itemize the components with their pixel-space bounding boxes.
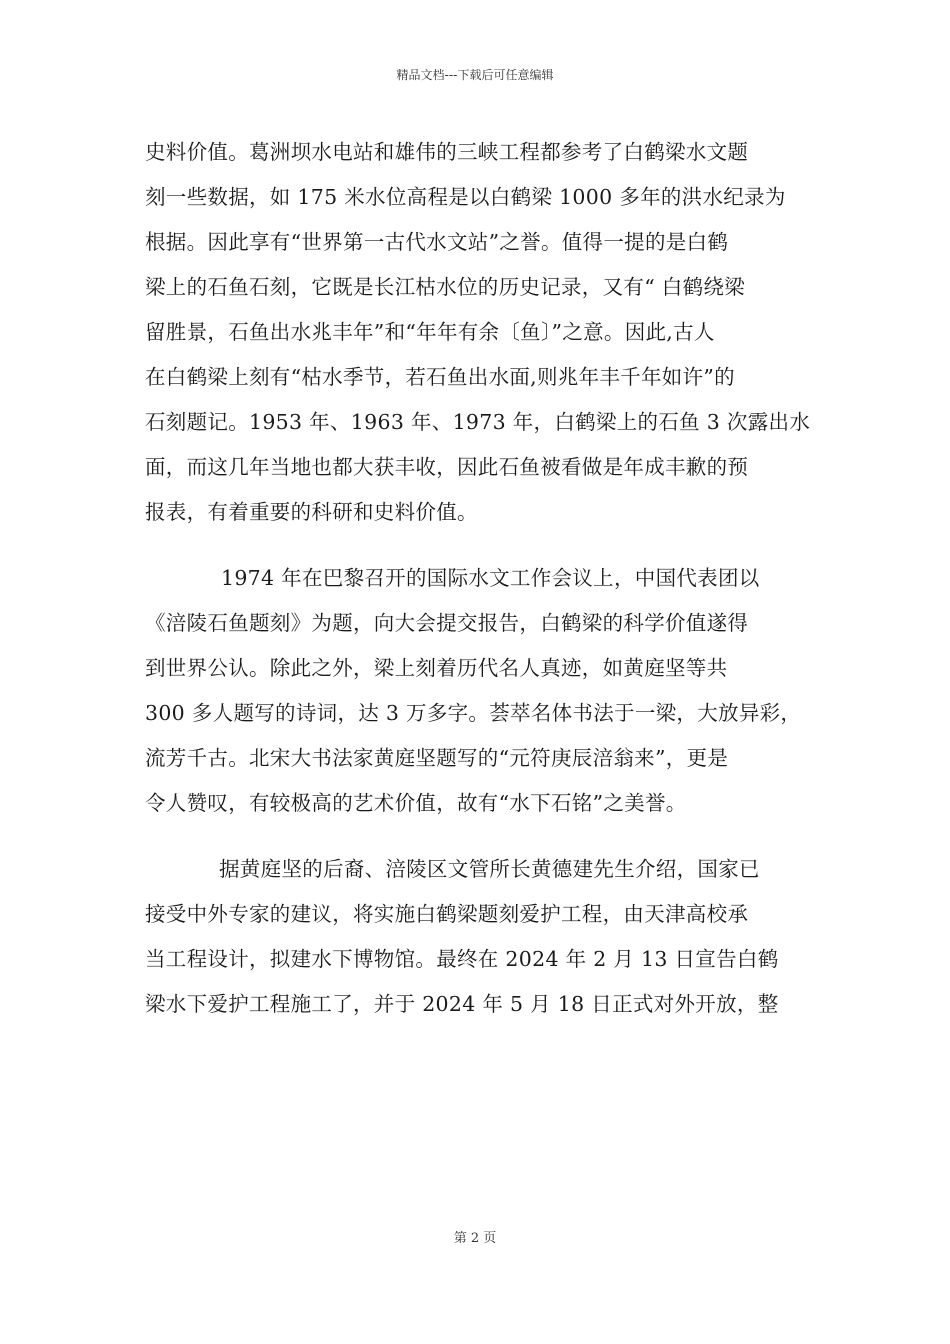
- text-line: 报表，有着重要的科研和史料价值。: [145, 500, 478, 524]
- page-number: 第 2 页: [453, 1231, 497, 1246]
- text-line: 面，而这几年当地也都大获丰收，因此石鱼被看做是年成丰歉的预: [145, 455, 749, 479]
- paragraph-spacer: [145, 535, 827, 556]
- text-line: 流芳千古。北宋大书法家黄庭坚题写的“元符庚辰涪翁来”，更是: [145, 746, 729, 770]
- text-line: 梁水下爱护工程施工了，并于 2024 年 5 月 18 日正式对外开放，整: [145, 992, 779, 1016]
- paragraph-2: [145, 556, 827, 826]
- paragraph-spacer: [145, 826, 827, 847]
- text-line: 梁上的石鱼石刻，它既是长江枯水位的历史记录，又有“ 白鹤绕梁: [145, 275, 745, 299]
- text-line: 石刻题记。1953 年、1963 年、1973 年，白鹤梁上的石鱼 3 次露出水: [145, 410, 811, 434]
- text-line: 留胜景，石鱼出水兆丰年”和“年年有余〔鱼〕”之意。因此,古人: [145, 320, 715, 344]
- text-line: 到世界公认。除此之外，梁上刻着历代名人真迹，如黄庭坚等共: [145, 656, 728, 680]
- text-line: 史料价值。葛洲坝水电站和雄伟的三峡工程都参考了白鹤梁水文题: [145, 140, 749, 164]
- text-line: 令人赞叹，有较极高的艺术价值，故有“水下石铭”之美誉。: [145, 791, 687, 815]
- text-line: 《涪陵石鱼题刻》为题，向大会提交报告，白鹤梁的科学价值遂得: [145, 611, 749, 635]
- text-line: 据黄庭坚的后裔、涪陵区文管所长黄德建先生介绍，国家已: [219, 857, 760, 881]
- text-line: 当工程设计，拟建水下博物馆。最终在 2024 年 2 月 13 日宣告白鹤: [145, 947, 779, 971]
- paragraph-3: [145, 847, 827, 1027]
- text-line: 1974 年在巴黎召开的国际水文工作会议上，中国代表团以: [221, 566, 760, 590]
- text-line: 根据。因此享有“世界第一古代水文站”之誉。值得一提的是白鹤: [145, 230, 729, 254]
- paragraph-1: [145, 130, 827, 535]
- text-line: 在白鹤梁上刻有“枯水季节，若石鱼出水面,则兆年丰千年如许”的: [145, 365, 735, 389]
- page-header: 精品文档---下载后可任意编辑: [396, 68, 554, 82]
- text-line: 刻一些数据，如 175 米水位高程是以白鹤梁 1000 多年的洪水纪录为: [145, 185, 786, 209]
- text-line: 300 多人题写的诗词，达 3 万多字。荟萃名体书法于一梁，大放异彩，: [145, 701, 802, 725]
- text-line: 接受中外专家的建议，将实施白鹤梁题刻爱护工程，由天津高校承: [145, 902, 749, 926]
- document-body: [145, 130, 827, 1027]
